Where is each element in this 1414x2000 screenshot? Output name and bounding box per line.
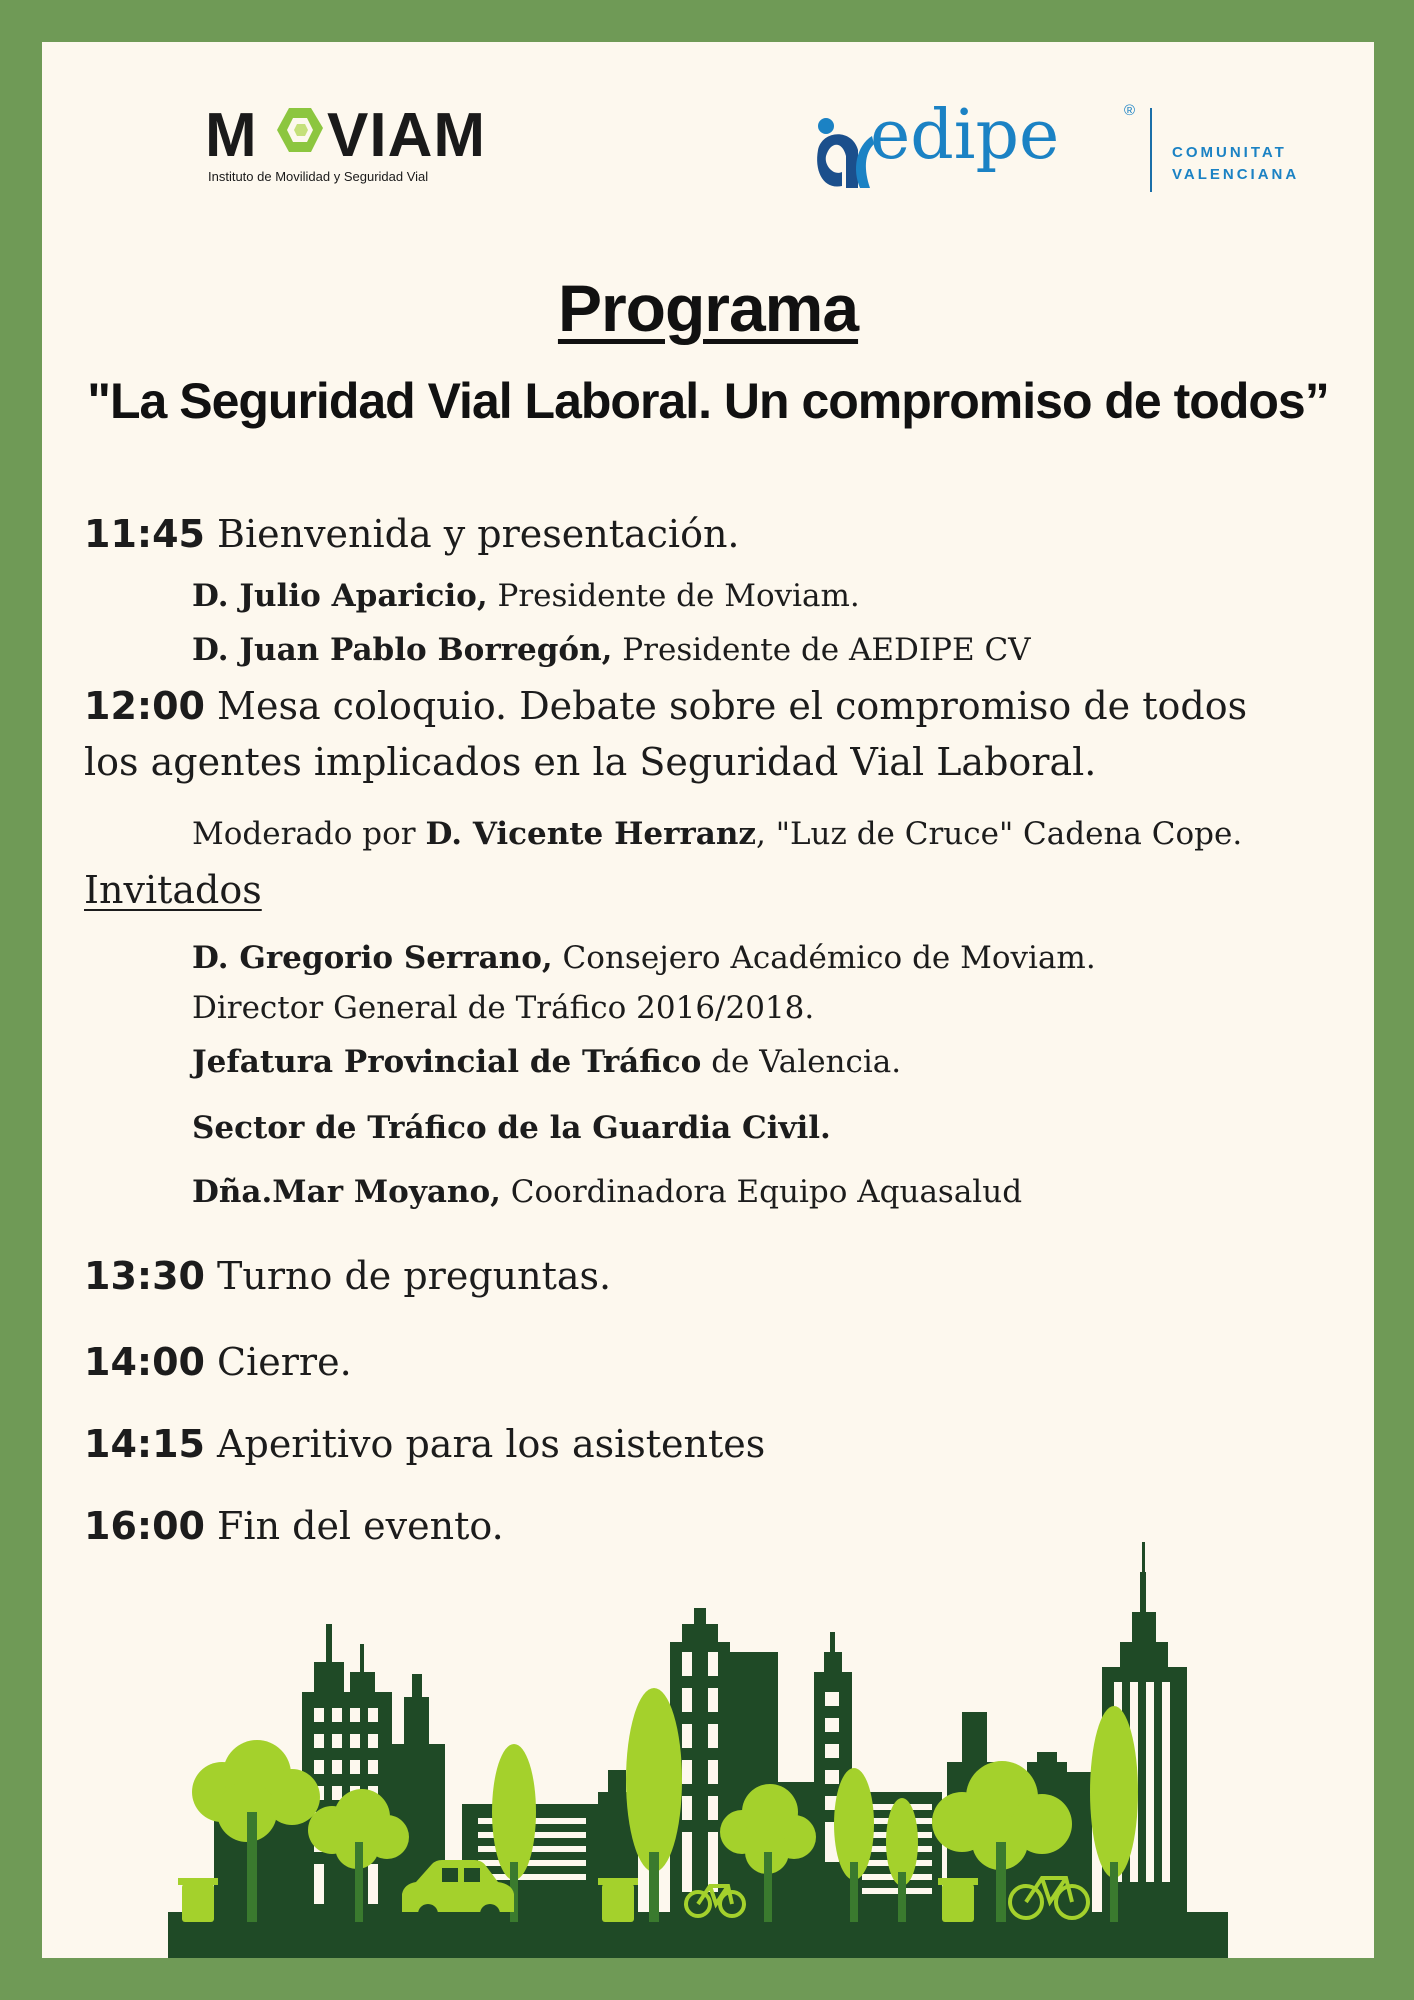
schedule-text: Mesa coloquio. Debate sobre el compromiso de todos [204,684,1248,728]
guest-name: Jefatura Provincial de Tráfico [192,1044,702,1080]
aedipe-wordmark: edipe [870,96,1060,175]
schedule-item-1330 [84,1254,611,1298]
schedule-item-1200 [84,684,1247,728]
guest-role: Coordinadora Equipo Aquasalud [500,1174,1023,1210]
moviam-wordmark [205,101,486,174]
aedipe-region-line1: COMUNITAT [1172,144,1287,161]
program-page [42,42,1374,1958]
schedule-item-1415 [84,1422,765,1466]
speaker-juan-pablo-borregon [192,632,1031,668]
moderator-prefix: Moderado por [192,816,426,852]
guest-jefatura-trafico [192,1044,901,1080]
speaker-julio-aparicio [192,578,860,614]
schedule-item-1145 [84,512,740,556]
schedule-text-cont: los agentes implicados en la Seguridad Vial Laboral. [84,740,1097,784]
schedule-text: Bienvenida y presentación. [204,512,740,556]
schedule-time: 13:30 [84,1254,205,1298]
schedule-text: Aperitivo para los asistentes [204,1422,766,1466]
guest-name: Dña.Mar Moyano, [192,1174,501,1210]
guest-guardia-civil [192,1110,831,1146]
schedule-text: Turno de preguntas. [204,1254,612,1298]
svg-text:M: M [205,101,258,170]
moviam-logo-icon [205,101,486,170]
aedipe-region [1172,142,1299,186]
schedule-item-1400 [84,1340,352,1384]
aedipe-divider [1150,108,1152,192]
guests-heading: Invitados [84,868,262,912]
page-title: Programa [557,271,859,345]
guest-name: D. Gregorio Serrano, [192,940,553,976]
speaker-name: D. Julio Aparicio, [192,578,488,614]
speaker-role: Presidente de AEDIPE CV [612,632,1031,668]
moderator-name: D. Vicente Herranz [425,816,756,852]
guest-role: de Valencia. [701,1044,902,1080]
speaker-name: D. Juan Pablo Borregón, [192,632,613,668]
moviam-tagline: Instituto de Movilidad y Seguridad Vial [208,169,429,184]
guest-mar-moyano [192,1174,1022,1210]
moderator-suffix: , "Luz de Cruce" Cadena Cope. [755,816,1243,852]
schedule-item-1200-cont [84,740,1096,784]
svg-text:VIAM: VIAM [327,101,486,170]
aedipe-region-line2: VALENCIANA [1172,166,1300,183]
city-skyline-illustration [42,1512,1374,1958]
guest-name: Sector de Tráfico de la Guardia Civil. [192,1110,831,1146]
schedule-time: 16:00 [84,1504,205,1548]
schedule-text: Fin del evento. [204,1504,504,1548]
schedule-time: 14:00 [84,1340,205,1384]
speaker-role: Presidente de Moviam. [487,578,860,614]
schedule-time: 12:00 [84,684,205,728]
guest-role: Consejero Académico de Moviam. [552,940,1096,976]
guest-gregorio-serrano-role2: Director General de Tráfico 2016/2018. [192,990,815,1026]
schedule-time: 14:15 [84,1422,205,1466]
moderator-line [192,816,1242,852]
aedipe-registered-mark: ® [1124,102,1136,119]
schedule-time: 11:45 [84,512,205,556]
schedule-text: Cierre. [204,1340,352,1384]
aedipe-logo [812,82,1332,202]
guest-gregorio-serrano [192,940,1096,976]
moviam-logo [167,92,486,192]
page-subtitle: "La Seguridad Vial Laboral. Un compromiso de todos” [87,373,1329,429]
